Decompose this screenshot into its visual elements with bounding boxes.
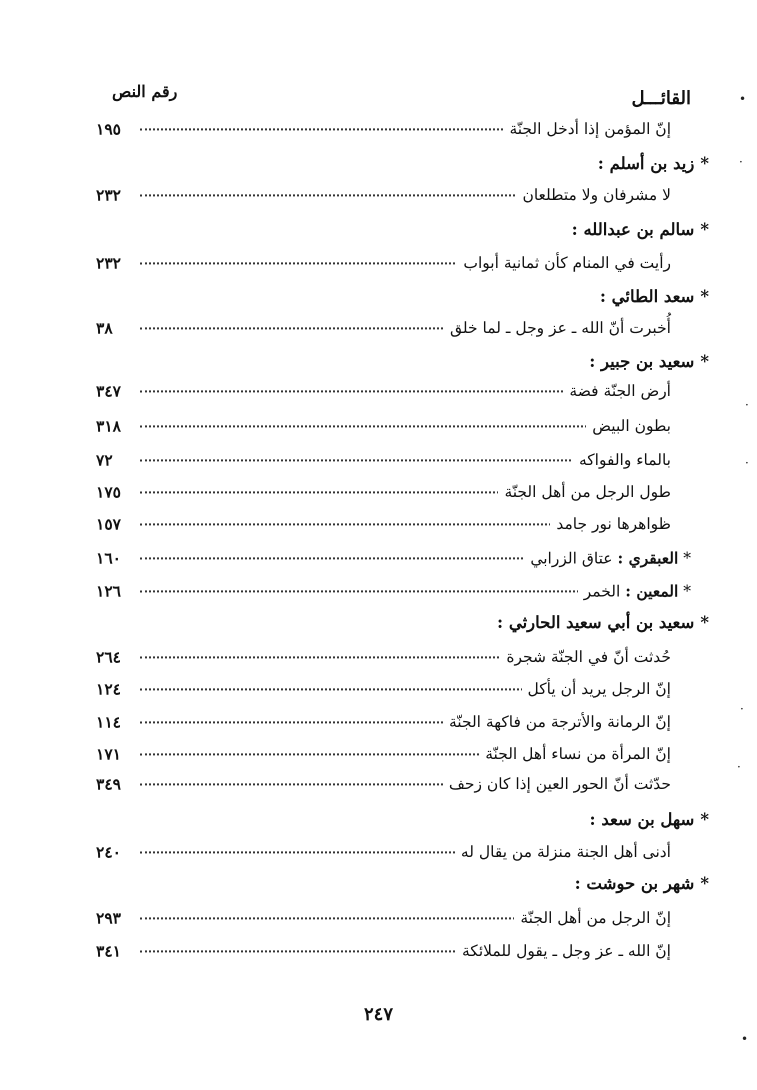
scan-speck: · (740, 702, 744, 716)
list-item (96, 312, 671, 344)
entry-number: ٢٩٣ (96, 908, 121, 928)
star-marker: * (683, 549, 691, 568)
list-item (96, 673, 671, 705)
entry-number: ٣٤٧ (96, 381, 121, 401)
list-item (96, 542, 691, 574)
list-item (96, 902, 671, 934)
entry-text: أرض الجنّة فضة (563, 382, 671, 400)
list-item (96, 575, 691, 607)
entry-number: ٣٤١ (96, 941, 121, 961)
entry-number: ٣٤٩ (96, 774, 121, 794)
entry-text: أُخبرت أنّ الله ـ عز وجل ـ لما خلق (444, 319, 671, 337)
entry-text: أدنى أهل الجنة منزلة من يقال له (455, 843, 671, 861)
entry-number: ٢٦٤ (96, 647, 121, 667)
list-item (96, 641, 671, 673)
entry-text: حُدثت أنّ في الجنّة شجرة (500, 648, 671, 666)
scan-speck: · (745, 398, 749, 412)
author-heading: *سهل بن سعد : (589, 810, 709, 829)
entry-number: ٢٣٢ (96, 253, 121, 273)
entry-number: ١٢٦ (96, 581, 121, 601)
entry-text: حدّثت أنّ الحور العين إذا كان زحف (443, 775, 671, 793)
page-number: ٢٤٧ (363, 1004, 393, 1025)
entry-number: ٣٨ (96, 318, 113, 338)
entry-text: * العبقري : عتاق الزرابي (524, 549, 691, 568)
list-item (96, 179, 671, 211)
author-heading: *سعيد بن جبير : (589, 352, 709, 371)
star-marker: * (683, 582, 691, 601)
entry-number: ٧٢ (96, 450, 113, 470)
entry-text: * المعين : الخمر (578, 582, 691, 601)
list-item (96, 768, 671, 800)
list-item (96, 113, 671, 145)
entry-number: ١٧٥ (96, 482, 121, 502)
list-item (96, 508, 671, 540)
scan-speck: • (739, 92, 747, 106)
author-heading: *سالم بن عبدالله : (571, 220, 709, 239)
author-heading: *زيد بن أسلم : (597, 154, 709, 173)
entry-text: طول الرجل من أهل الجنّة (498, 483, 671, 501)
entry-text: إنّ المرأة من نساء أهل الجنّة (479, 745, 671, 763)
header-author: القائـــل (631, 88, 691, 109)
scan-speck: · (745, 456, 749, 470)
author-heading: *شهر بن حوشت : (574, 874, 709, 893)
list-item (96, 836, 671, 868)
entry-text: ظواهرها نور جامد (550, 515, 671, 533)
list-item (96, 476, 671, 508)
entry-text: إنّ الرجل من أهل الجنّة (514, 909, 671, 927)
header-number: رقم النص (112, 82, 178, 101)
entry-text: إنّ الرمانة والأترجة من فاكهة الجنّة (443, 713, 671, 731)
entry-number: ٢٤٠ (96, 842, 121, 862)
entry-number: ١٧١ (96, 744, 121, 764)
author-heading: *سعد الطائي : (599, 287, 709, 306)
entry-number: ١٦٠ (96, 548, 121, 568)
list-item (96, 738, 671, 770)
scan-speck: • (741, 1032, 749, 1046)
scan-speck: · (739, 155, 743, 169)
scan-speck: · (737, 760, 741, 774)
list-item (96, 706, 671, 738)
entry-number: ٢٣٢ (96, 185, 121, 205)
entry-text: إنّ الله ـ عز وجل ـ يقول للملائكة (456, 942, 671, 960)
list-item (96, 247, 671, 279)
term-label: العبقري : (617, 548, 679, 568)
list-item (96, 444, 671, 476)
entry-number: ١٩٥ (96, 119, 121, 139)
entry-number: ١٢٤ (96, 679, 121, 699)
entry-text: رأيت في المنام كأن ثمانية أبواب (457, 254, 671, 272)
entry-text: بالماء والفواكه (573, 451, 671, 469)
author-heading: *سعيد بن أبي سعيد الحارثي : (497, 613, 709, 632)
entry-text: إنّ المؤمن إذا أدخل الجنّة (503, 120, 671, 138)
entry-number: ١٥٧ (96, 514, 121, 534)
list-item (96, 410, 671, 442)
term-label: المعين : (625, 581, 679, 601)
list-item (96, 935, 671, 967)
entry-number: ١١٤ (96, 712, 121, 732)
entry-text: لا مشرفان ولا متطلعان (516, 186, 671, 204)
entry-text: إنّ الرجل يريد أن يأكل (522, 680, 671, 698)
entry-text: بطون البيض (586, 417, 671, 435)
entry-number: ٣١٨ (96, 416, 121, 436)
list-item (96, 375, 671, 407)
